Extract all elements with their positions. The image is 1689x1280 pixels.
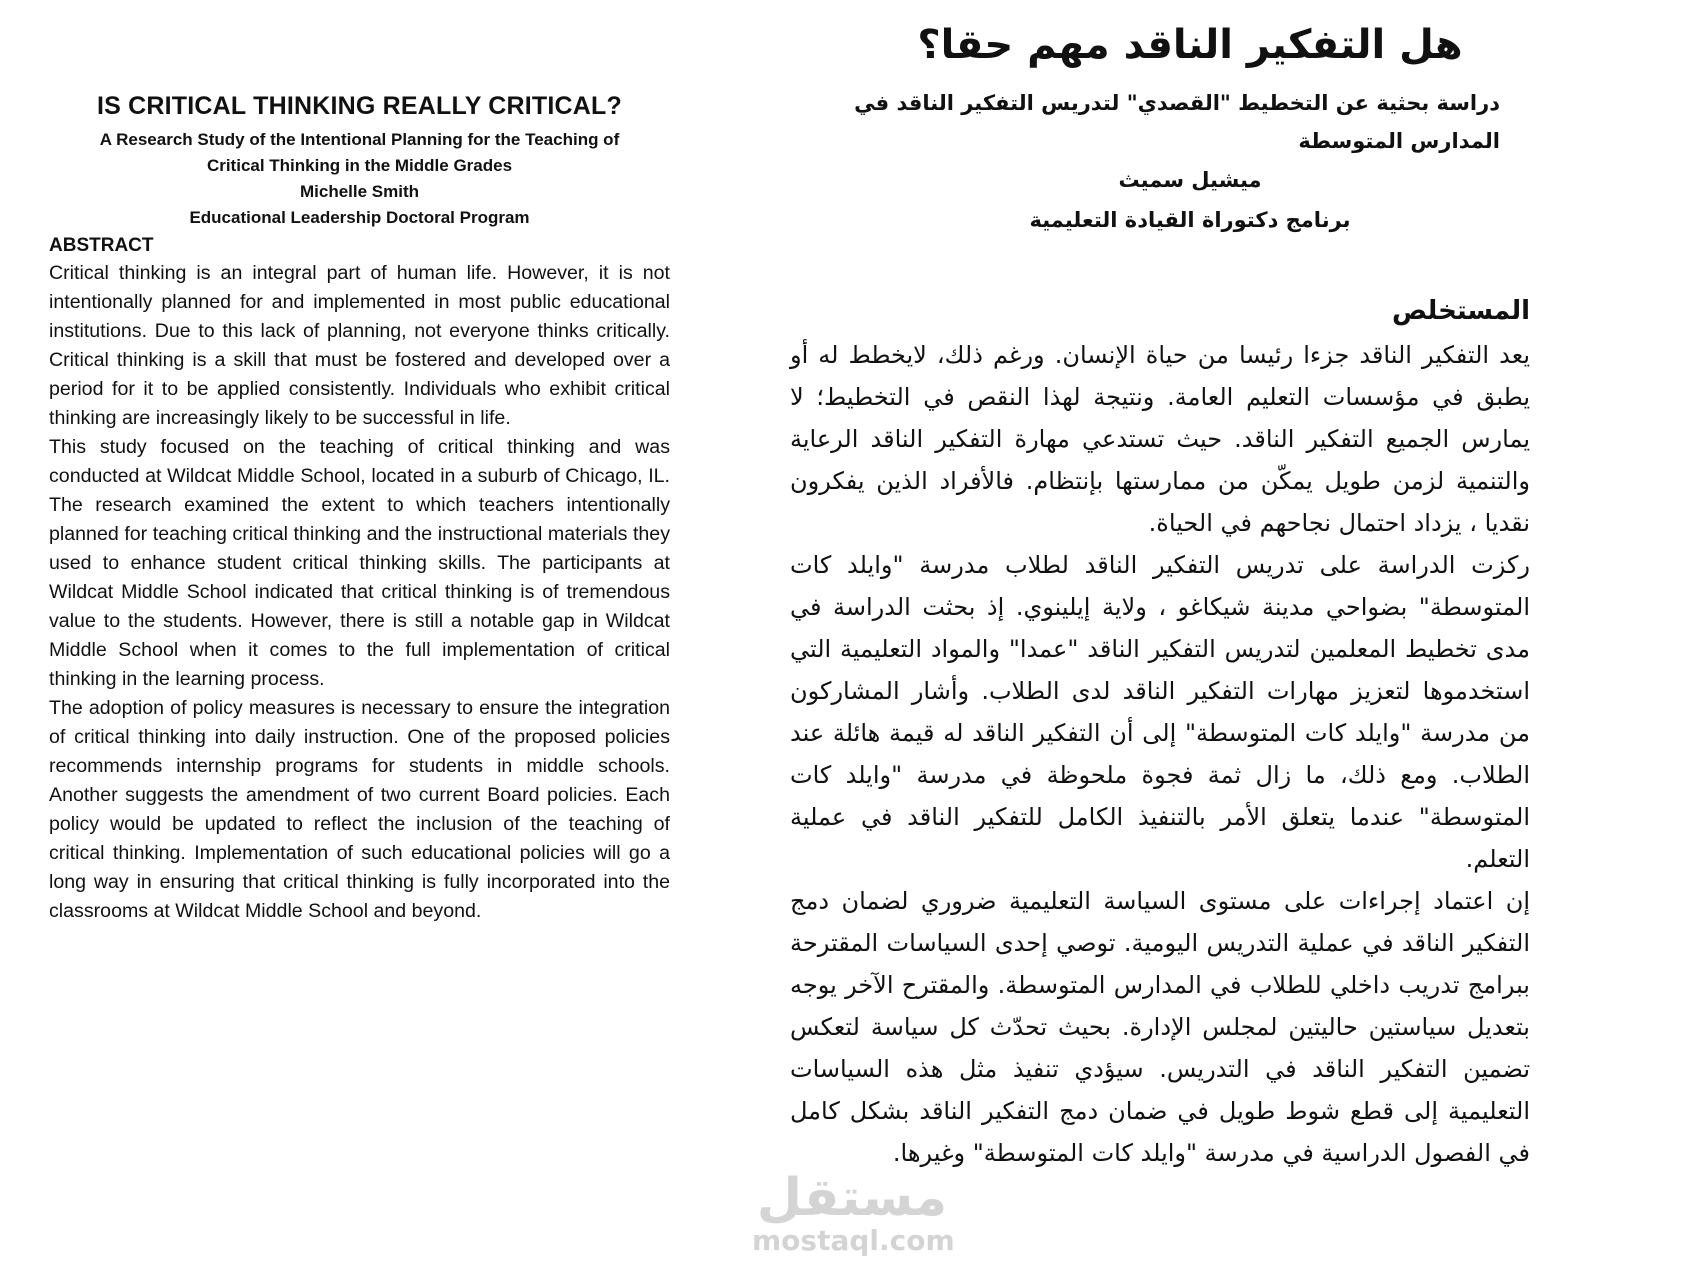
watermark-logo: مستقل	[756, 1168, 948, 1228]
english-subtitle-line1: A Research Study of the Intentional Planning for the Teaching of	[99, 130, 620, 149]
arabic-program: برنامج دكتوراة القيادة التعليمية	[1029, 208, 1351, 232]
arabic-subtitle: دراسة بحثية عن التخطيط "القصدي" لتدريس التفكير الناقد في المدارس المتوسطة	[854, 91, 1500, 153]
english-program: Educational Leadership Doctoral Program	[189, 208, 530, 227]
english-abstract-heading: ABSTRACT	[49, 235, 154, 256]
english-subtitle-line2: Critical Thinking in the Middle Grades	[206, 156, 513, 175]
arabic-abstract-page	[790, 0, 1650, 1280]
arabic-title: هل التفكير الناقد مهم حقا؟	[917, 22, 1463, 68]
english-paragraph-3: The adoption of policy measures is necessary to ensure the integration of critical thinking into daily instruction. One of the proposed policies recommends internship programs for students in middle schools. Another suggests the amendment of two current Board policies. Each policy would be updated to reflect the inclusion of the teaching of critical thinking. Implementation of such educational policies will go a long way in ensuring that critical thinking is fully incorporated into the classrooms at Wildcat Middle School and beyond.	[49, 697, 670, 922]
english-abstract-page	[0, 0, 700, 1280]
arabic-paragraph-1: يعد التفكير الناقد جزءا رئيسا من حياة الإنسان. ورغم ذلك، لايخطط له أو يطبق في مؤسسات التعليم العامة. ونتيجة لهذا النقص في التخطيط؛ لا يمارس الجميع التفكير الناقد. حيث تستدعي مهارة التفكير الناقد الرعاية والتنمية لزمن طويل يمكّن من ممارستها بإنتظام. فالأفراد الذين يفكرون نقديا ، يزداد احتمال نجاحهم في الحياة.	[790, 341, 1530, 537]
arabic-abstract-heading: المستخلص	[1392, 296, 1530, 326]
arabic-paragraph-3: إن اعتماد إجراءات على مستوى السياسة التعليمية ضروري لضمان دمج التفكير الناقد في عملية التدريس اليومية. توصي إحدى السياسات المقترحة ببرامج تدريب داخلي للطلاب في المدارس المتوسطة. والمقترح الآخر يوجه بتعديل سياستين حاليتين لمجلس الإدارة. بحيث تحدّث كل سياسة لتعكس تضمين التفكير الناقد في التدريس. سيؤدي تنفيذ مثل هذه السياسات التعليمية إلى قطع شوط طويل في ضمان دمج التفكير الناقد بشكل كامل في الفصول الدراسية في مدرسة "وايلد كات المتوسطة" وغيرها.	[790, 887, 1530, 1167]
english-paragraph-1: Critical thinking is an integral part of human life. However, it is not intentionally planned for and implemented in most public educational institutions. Due to this lack of planning, not everyone thinks critically. Critical thinking is a skill that must be fostered and developed over a period for it to be applied consistently. Individuals who exhibit critical thinking are increasingly likely to be successful in life.	[49, 262, 670, 429]
english-author: Michelle Smith	[299, 182, 420, 201]
arabic-paragraph-2: ركزت الدراسة على تدريس التفكير الناقد لطلاب مدرسة "وايلد كات المتوسطة" بضواحي مدينة شيكاغو ، ولاية إيلينوي. إذ بحثت الدراسة في مدى تخطيط المعلمين لتدريس التفكير الناقد "عمدا" والمواد التعليمية التي استخدموها لتعزيز مهارات التفكير الناقد لدى الطلاب. وأشار المشاركون من مدرسة "وايلد كات المتوسطة" إلى أن التفكير الناقد له قيمة هائلة عند الطلاب. ومع ذلك، ما زال ثمة فجوة ملحوظة في مدرسة "وايلد كات المتوسطة" عندما يتعلق الأمر بالتنفيذ الكامل للتفكير الناقد في عملية التعلم.	[790, 551, 1530, 873]
arabic-author: ميشيل سميث	[1118, 168, 1262, 192]
english-title: IS CRITICAL THINKING REALLY CRITICAL?	[96, 92, 622, 120]
english-paragraph-2: This study focused on the teaching of critical thinking and was conducted at Wildcat Middle School, located in a suburb of Chicago, IL. The research examined the extent to which teachers intentionally planned for teaching critical thinking and the instructional materials they used to enhance student critical thinking skills. The participants at Wildcat Middle School indicated that critical thinking is of tremendous value to the students. However, there is still a notable gap in Wildcat Middle School when it comes to the full implementation of critical thinking in the learning process.	[49, 436, 670, 690]
watermark-url: mostaql.com	[752, 1224, 955, 1257]
